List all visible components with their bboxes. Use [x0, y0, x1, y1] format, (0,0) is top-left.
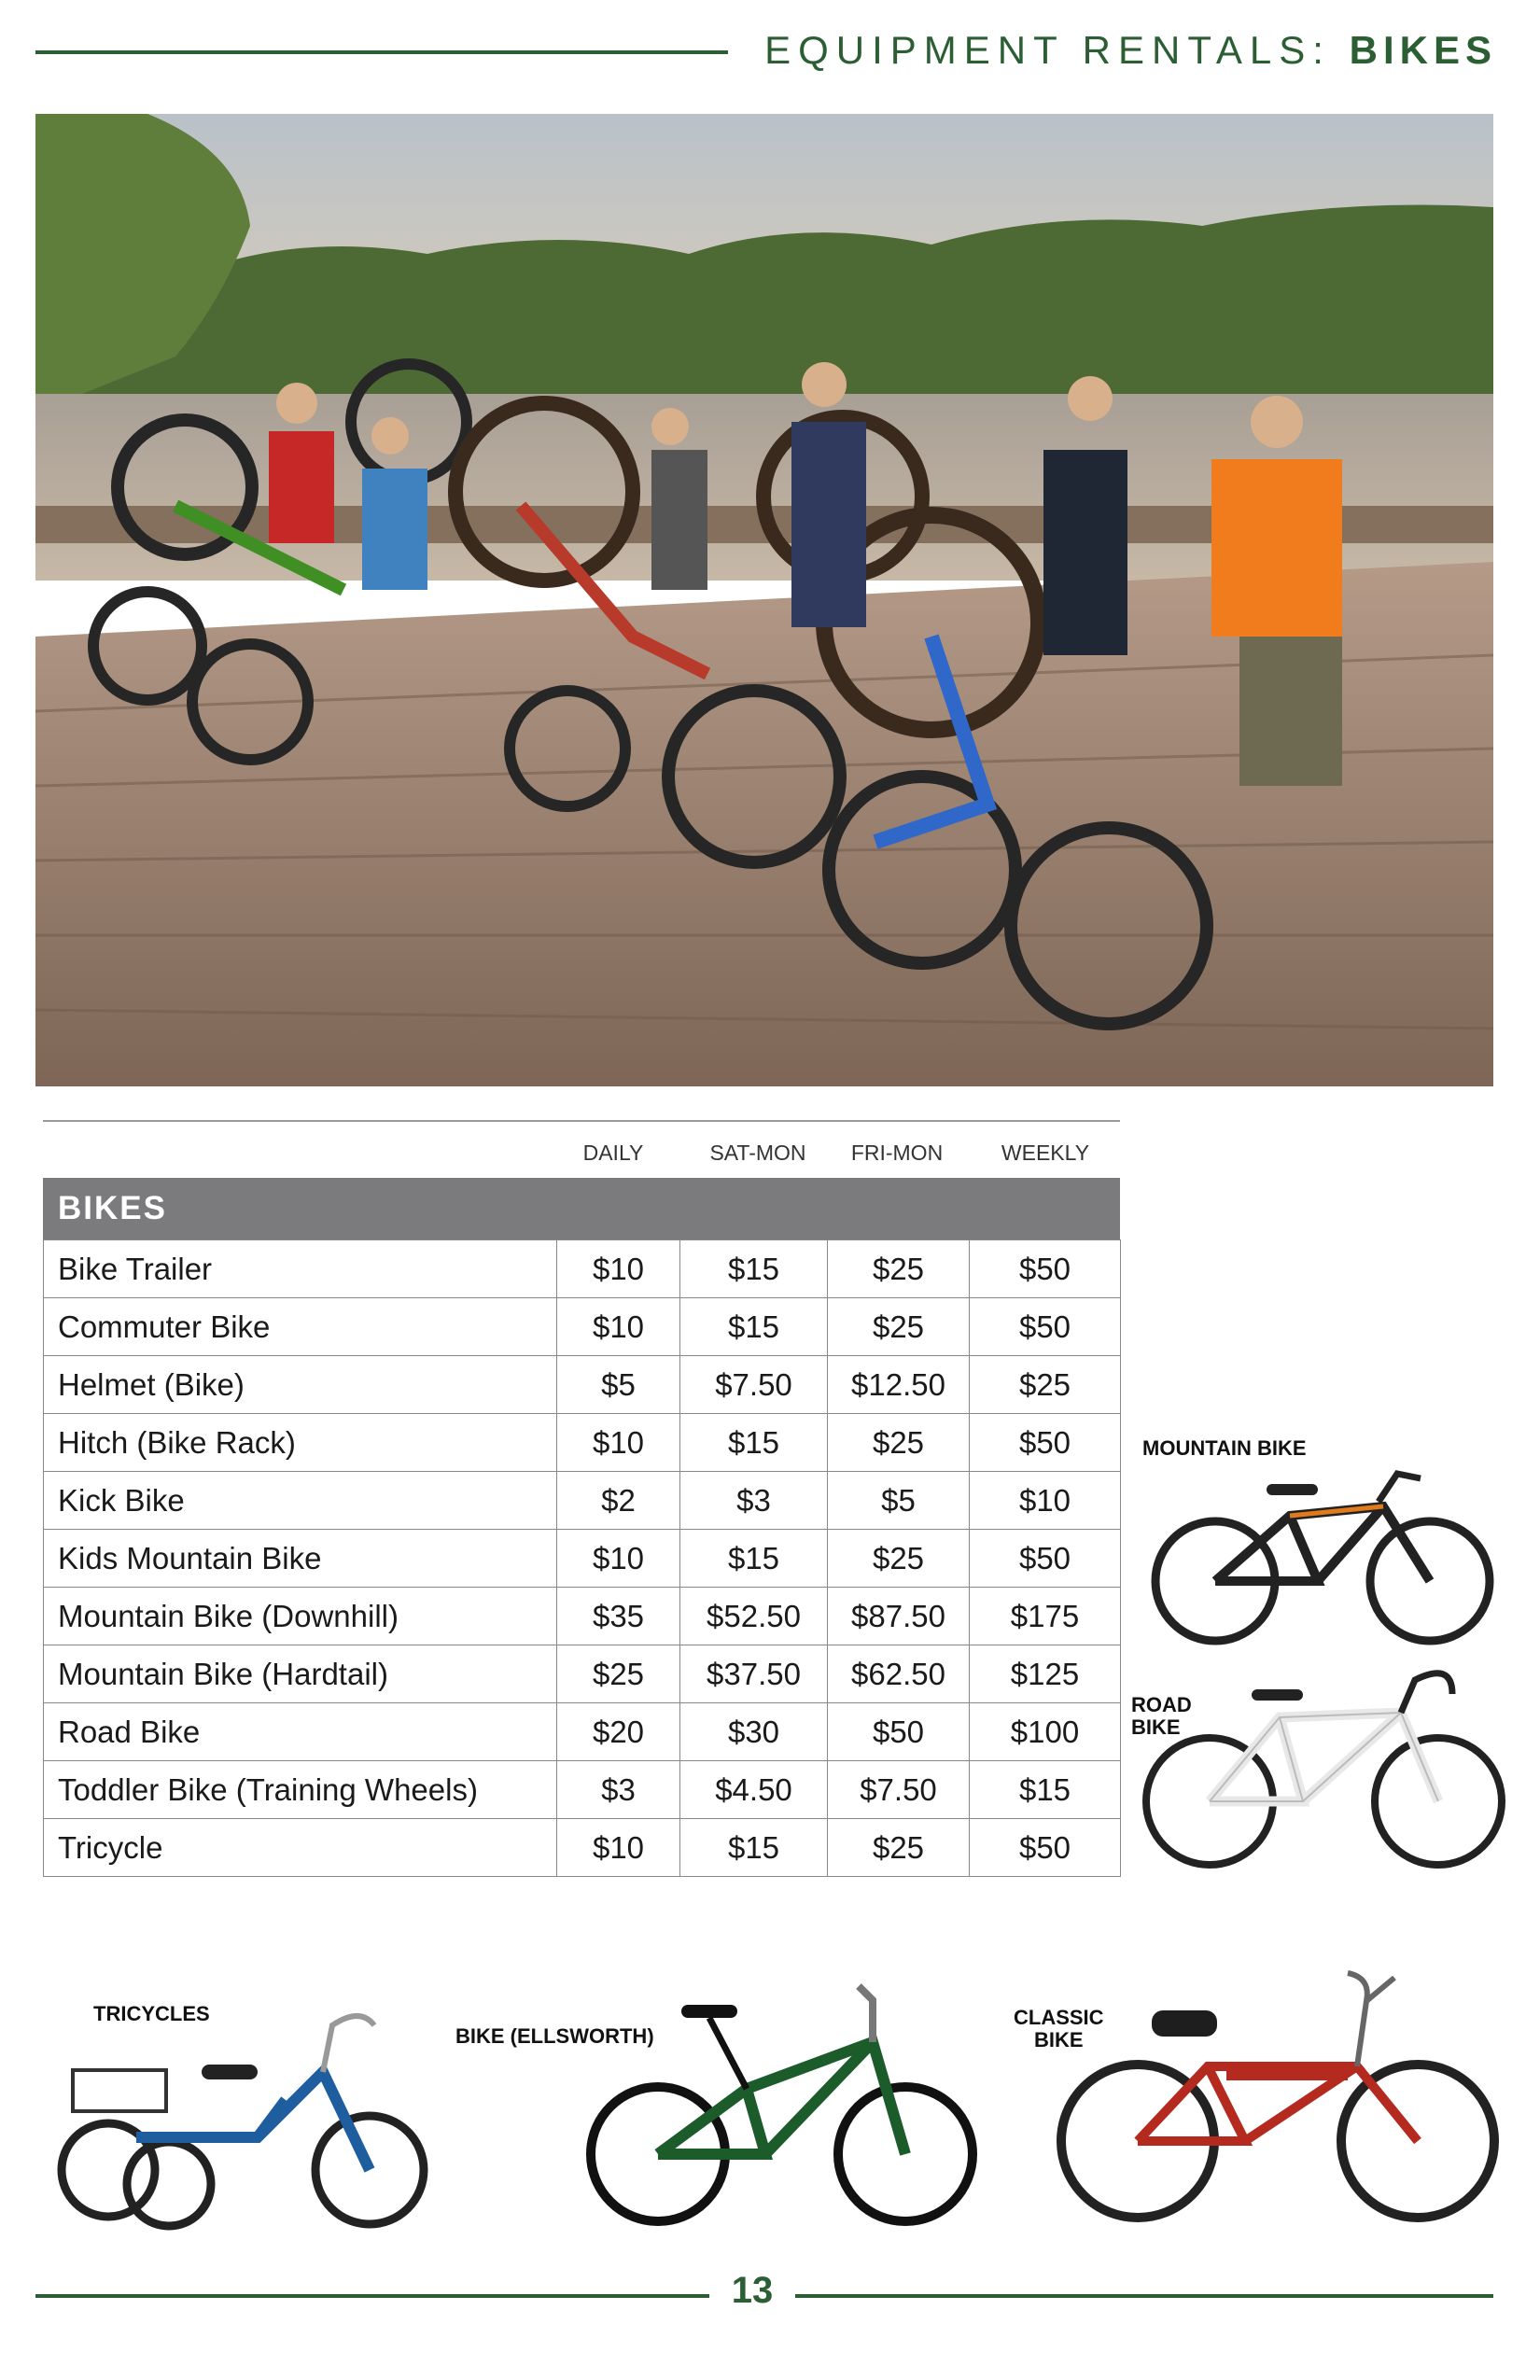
price-frimon: $25	[828, 1819, 970, 1877]
column-headers	[43, 1122, 1120, 1178]
label-bike-ellsworth: BIKE (ELLSWORTH)	[455, 2024, 654, 2048]
item-name: Commuter Bike	[44, 1298, 557, 1356]
table-row	[44, 1645, 1121, 1703]
item-name: Kick Bike	[44, 1472, 557, 1530]
price-daily: $25	[557, 1645, 680, 1703]
price-satmon: $7.50	[680, 1356, 828, 1414]
price-weekly: $50	[970, 1414, 1121, 1472]
price-frimon: $62.50	[828, 1645, 970, 1703]
col-header-weekly: WEEKLY	[1001, 1141, 1090, 1165]
hero-photo	[35, 114, 1493, 1086]
price-frimon: $25	[828, 1240, 970, 1298]
mountain-bike-image	[1141, 1450, 1506, 1646]
page-title: EQUIPMENT RENTALS: BIKES	[764, 28, 1497, 72]
price-grid	[43, 1239, 1121, 1877]
table-row	[44, 1703, 1121, 1761]
classic-bike-image	[1049, 1964, 1510, 2230]
rental-price-table	[43, 1120, 1120, 1877]
price-weekly: $125	[970, 1645, 1121, 1703]
price-frimon: $7.50	[828, 1761, 970, 1819]
price-frimon: $87.50	[828, 1588, 970, 1645]
table-row	[44, 1761, 1121, 1819]
table-row	[44, 1819, 1121, 1877]
price-weekly: $100	[970, 1703, 1121, 1761]
table-row	[44, 1240, 1121, 1298]
price-daily: $10	[557, 1240, 680, 1298]
price-frimon: $25	[828, 1530, 970, 1588]
col-header-fri-mon: FRI-MON	[850, 1141, 944, 1165]
footer-rule-left	[35, 2294, 709, 2298]
price-weekly: $25	[970, 1356, 1121, 1414]
item-name: Toddler Bike (Training Wheels)	[44, 1761, 557, 1819]
item-name: Helmet (Bike)	[44, 1356, 557, 1414]
price-weekly: $10	[970, 1472, 1121, 1530]
item-name: Mountain Bike (Downhill)	[44, 1588, 557, 1645]
table-row	[44, 1530, 1121, 1588]
price-frimon: $50	[828, 1703, 970, 1761]
price-satmon: $30	[680, 1703, 828, 1761]
price-daily: $5	[557, 1356, 680, 1414]
item-name: Kids Mountain Bike	[44, 1530, 557, 1588]
ellsworth-bike-image	[579, 1977, 989, 2233]
item-name: Road Bike	[44, 1703, 557, 1761]
price-satmon: $4.50	[680, 1761, 828, 1819]
price-satmon: $15	[680, 1298, 828, 1356]
table-row	[44, 1414, 1121, 1472]
price-weekly: $175	[970, 1588, 1121, 1645]
label-tricycles: TRICYCLES	[93, 2002, 210, 2025]
table-row	[44, 1356, 1121, 1414]
price-weekly: $50	[970, 1298, 1121, 1356]
price-satmon: $3	[680, 1472, 828, 1530]
section-header-bikes: BIKES	[43, 1178, 1120, 1239]
table-row	[44, 1298, 1121, 1356]
item-name: Tricycle	[44, 1819, 557, 1877]
price-frimon: $25	[828, 1298, 970, 1356]
col-header-sat-mon: SAT-MON	[709, 1141, 806, 1165]
price-satmon: $15	[680, 1414, 828, 1472]
price-daily: $10	[557, 1819, 680, 1877]
price-satmon: $15	[680, 1530, 828, 1588]
item-name: Bike Trailer	[44, 1240, 557, 1298]
label-mountain-bike: MOUNTAIN BIKE	[1142, 1436, 1307, 1460]
price-daily: $2	[557, 1472, 680, 1530]
header-rule	[35, 50, 728, 54]
price-daily: $10	[557, 1530, 680, 1588]
price-daily: $10	[557, 1298, 680, 1356]
page-number: 13	[731, 2270, 774, 2311]
table-row	[44, 1588, 1121, 1645]
price-satmon: $52.50	[680, 1588, 828, 1645]
price-daily: $10	[557, 1414, 680, 1472]
price-satmon: $37.50	[680, 1645, 828, 1703]
price-weekly: $15	[970, 1761, 1121, 1819]
price-frimon: $25	[828, 1414, 970, 1472]
table-row	[44, 1472, 1121, 1530]
col-header-daily: DAILY	[582, 1141, 644, 1165]
item-name: Hitch (Bike Rack)	[44, 1414, 557, 1472]
tricycle-image	[52, 1997, 444, 2231]
price-satmon: $15	[680, 1240, 828, 1298]
footer-rule-right	[795, 2294, 1493, 2298]
price-weekly: $50	[970, 1530, 1121, 1588]
item-name: Mountain Bike (Hardtail)	[44, 1645, 557, 1703]
price-frimon: $12.50	[828, 1356, 970, 1414]
label-road-bike: ROAD BIKE	[1131, 1693, 1192, 1739]
price-satmon: $15	[680, 1819, 828, 1877]
label-classic-bike: CLASSIC BIKE	[1014, 2006, 1104, 2051]
price-weekly: $50	[970, 1819, 1121, 1877]
price-daily: $35	[557, 1588, 680, 1645]
price-weekly: $50	[970, 1240, 1121, 1298]
price-daily: $20	[557, 1703, 680, 1761]
price-daily: $3	[557, 1761, 680, 1819]
price-frimon: $5	[828, 1472, 970, 1530]
